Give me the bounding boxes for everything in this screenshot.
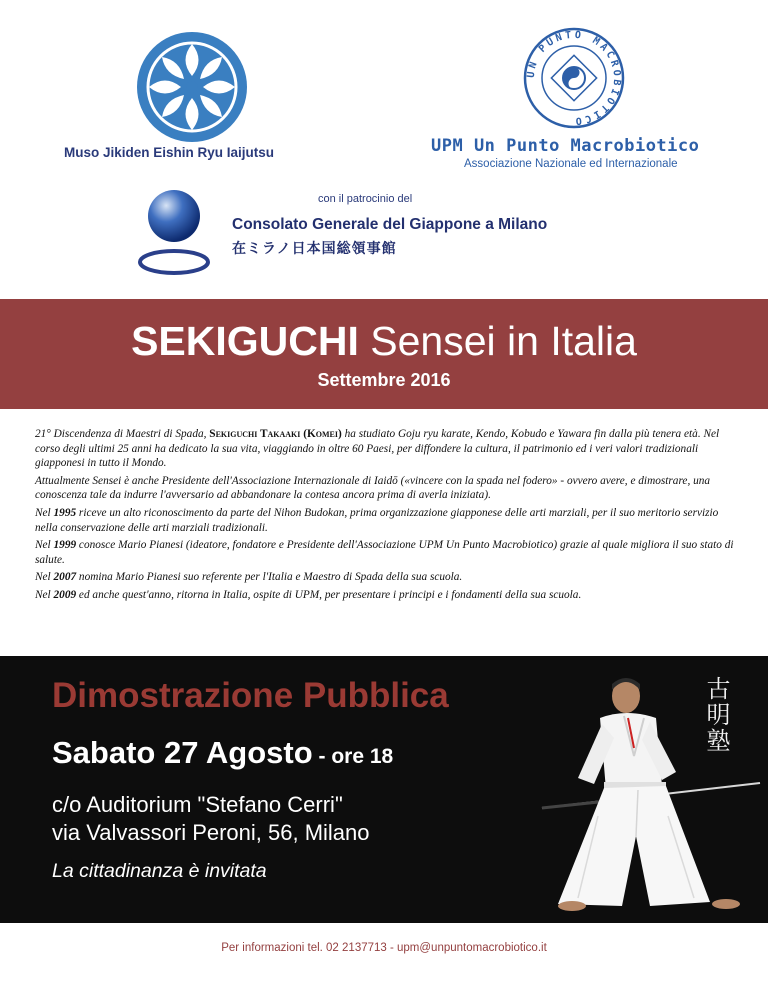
muso-caption: Muso Jikiden Eishin Ryu Iaijutsu — [64, 145, 275, 160]
bio-text: ha studiato Goju ryu karate, Kendo, Kobudo e Yawara fin dalla più tenera età. Nel corso degli ultimi 25 anni ha dedicato la sua vita, viaggiando in oltre 60 Paesi, per diffondere la cultura, il patrimonio ed i veri valori tradizionali giapponesi in tutto il Mondo. — [35, 428, 720, 470]
upm-title: UPM Un Punto Macrobiotico — [431, 136, 700, 156]
bio-year: 1999 — [53, 539, 77, 552]
bio-year: 2007 — [53, 571, 77, 584]
calligraphy-seal: 古明塾 — [702, 676, 730, 754]
bio-text: riceve un alto riconoscimento da parte del Nihon Budokan, prima organizzazione giapponese delle arti marziali, per il suo meritorio servizio nella conservazione delle arti marziali tradizionali. — [35, 506, 719, 534]
bio-text: conosce Mario Pianesi (ideatore, fondatore e Presidente dell'Associazione UPM Un Punto Macrobiotico) grazie al quale migliora il suo stato di salute. — [35, 539, 734, 566]
title-banner — [0, 299, 768, 409]
bio-text: 21° Discendenza di Maestri di Spada, — [35, 428, 210, 440]
consolato-name: Consolato Generale del Giappone a Milano — [232, 216, 548, 233]
event-place-line-1: c/o Auditorium "Stefano Cerri" — [52, 792, 343, 817]
event-place — [52, 791, 370, 847]
sensei-photo — [538, 666, 768, 923]
event-title: Dimostrazione Pubblica — [52, 676, 449, 715]
bio-year: 1995 — [53, 506, 77, 519]
bio-text: nomina Mario Pianesi suo referente per l'Italia e Maestro di Spada della sua scuola. — [76, 571, 463, 584]
patron-line: con il patrocinio del — [318, 193, 413, 205]
event-day: Sabato 27 Agosto — [52, 735, 313, 770]
event-date — [52, 735, 393, 771]
event-invite: La cittadinanza è invitata — [52, 860, 267, 882]
bio-text: ed anche quest'anno, ritorna in Italia, ospite di UPM, per presentare i principi e i fondamenti della sua scuola. — [76, 588, 582, 601]
event-place-line-2: via Valvassori Peroni, 56, Milano — [52, 820, 370, 845]
bio-text: Nel — [35, 539, 54, 552]
bio-paragraph-2: Attualmente Sensei è anche Presidente dell'Associazione Internazionale di Iaidō («vincere con la spada nel fodero» - ovvero avere, e dimostrare, una conoscenza tale da indurre l'avversario ad abbandonare la contesa ancora prima di averla iniziata). — [35, 474, 711, 502]
upm-subtitle: Associazione Nazionale ed Internazionale — [464, 158, 678, 170]
bio-paragraph-6 — [35, 588, 735, 603]
muso-jikiden-logo — [135, 30, 249, 144]
bio-text: Nel — [35, 571, 54, 584]
biography — [35, 427, 735, 606]
event-section — [0, 656, 768, 923]
bio-paragraph-5 — [35, 570, 735, 585]
upm-ring-text: UN PUNTO MACROBIOTICO — [525, 29, 623, 127]
banner-title — [0, 318, 768, 365]
footer-info: Per informazioni tel. 02 2137713 - upm@unpuntomacrobiotico.it — [221, 942, 547, 954]
bio-paragraph-1 — [35, 427, 735, 471]
upm-logo — [522, 26, 626, 130]
banner-title-name: SEKIGUCHI — [131, 318, 359, 364]
bio-text: Nel — [35, 588, 54, 601]
bio-text: Nel — [35, 506, 54, 519]
event-time: - ore 18 — [312, 745, 394, 768]
bio-paragraph-4 — [35, 538, 735, 567]
consolato-japanese: 在ミラノ日本国総領事館 — [232, 241, 397, 257]
bio-paragraph-3 — [35, 506, 735, 535]
consolato-logo — [136, 186, 212, 278]
bio-year: 2009 — [53, 588, 77, 601]
banner-subtitle: Settembre 2016 — [317, 370, 451, 390]
banner-title-rest: Sensei in Italia — [358, 318, 637, 364]
sensei-name: Sekiguchi Takaaki (Komei) — [209, 428, 342, 440]
